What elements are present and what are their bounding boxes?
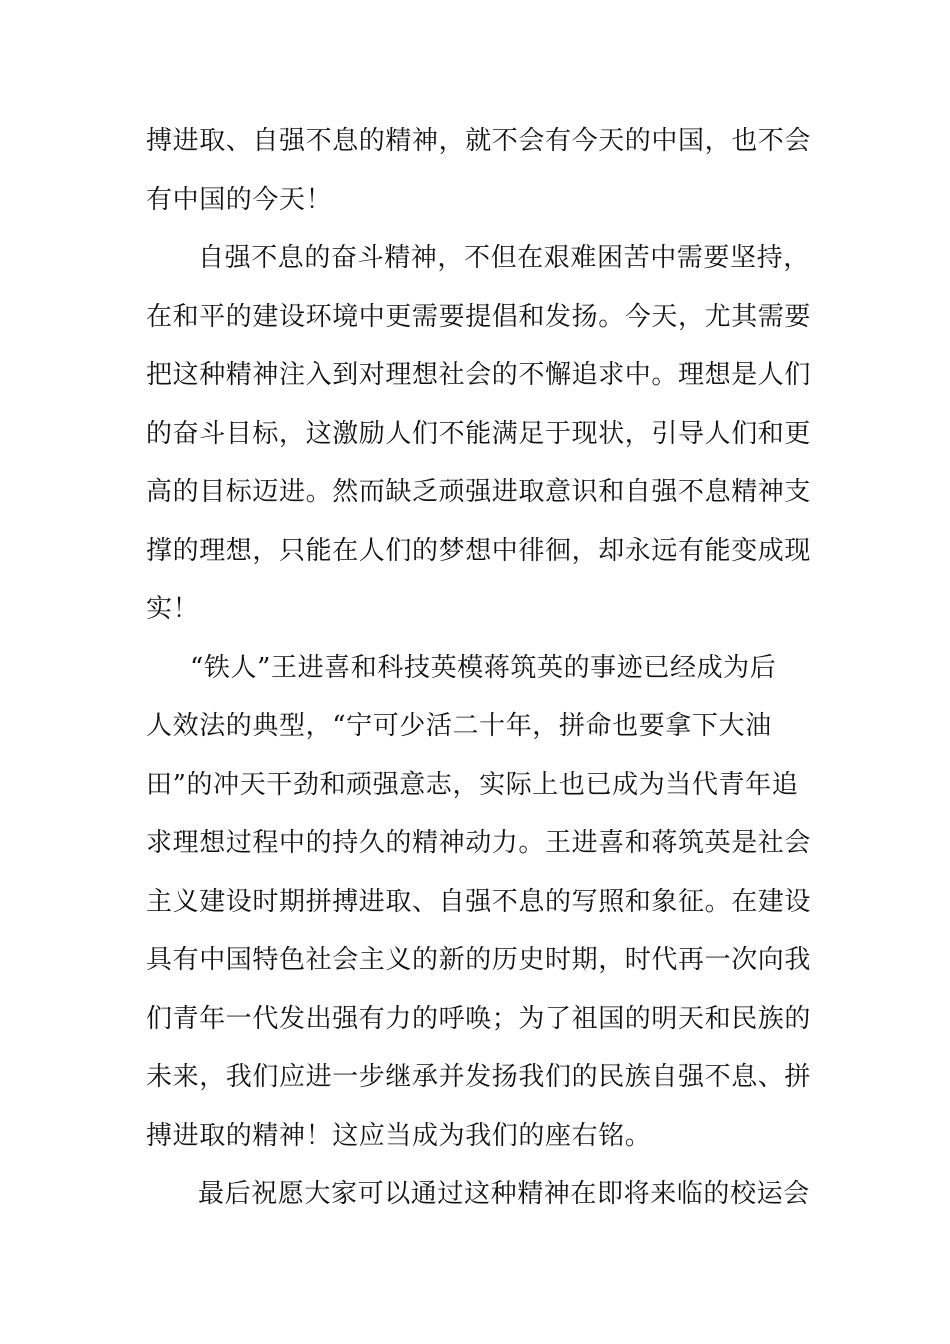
paragraph-start-line: 自强不息的奋斗精神，不但在艰难困苦中需要坚持，	[198, 243, 810, 273]
text-line: 田”的冲天干劲和顽强意志，实际上也已成为当代青年追	[146, 769, 799, 800]
paragraph-start-line: 最后祝愿大家可以通过这种精神在即将来临的校运会	[198, 1179, 810, 1209]
text-line: 人效法的典型，“宁可少活二十年，拼命也要拿下大油	[146, 711, 772, 741]
text-line: 高的目标迈进。然而缺乏顽强进取意识和自强不息精神支	[146, 477, 812, 507]
paragraph-start-line: “铁人”王进喜和科技英模蒋筑英的事迹已经成为后	[190, 652, 777, 683]
text-line: 搏进取的精神！这应当成为我们的座右铭。	[146, 1120, 652, 1151]
text-line: 把这种精神注入到对理想社会的不懈追求中。理想是人们	[146, 360, 812, 390]
text-line: 撑的理想，只能在人们的梦想中徘徊，却永远有能变成现	[146, 535, 812, 566]
text-line: 具有中国特色社会主义的新的历史时期，时代再一次向我	[146, 945, 812, 975]
text-line: 在和平的建设环境中更需要提倡和发扬。今天，尤其需要	[146, 301, 812, 332]
text-line: 有中国的今天！	[146, 184, 333, 215]
text-line: 求理想过程中的持久的精神动力。王进喜和蒋筑英是社会	[146, 828, 812, 858]
text-line: 的奋斗目标，这激励人们不能满足于现状，引导人们和更	[146, 418, 812, 449]
text-line: 未来，我们应进一步继承并发扬我们的民族自强不息、拼	[146, 1062, 812, 1092]
text-line: 主义建设时期拼搏进取、自强不息的写照和象征。在建设	[146, 886, 812, 917]
text-line: 们青年一代发出强有力的呼唤；为了祖国的明天和民族的	[146, 1003, 812, 1034]
text-line: 实！	[146, 594, 200, 624]
document-body	[146, 112, 812, 1224]
text-line: 搏进取、自强不息的精神，就不会有今天的中国，也不会	[146, 126, 812, 156]
